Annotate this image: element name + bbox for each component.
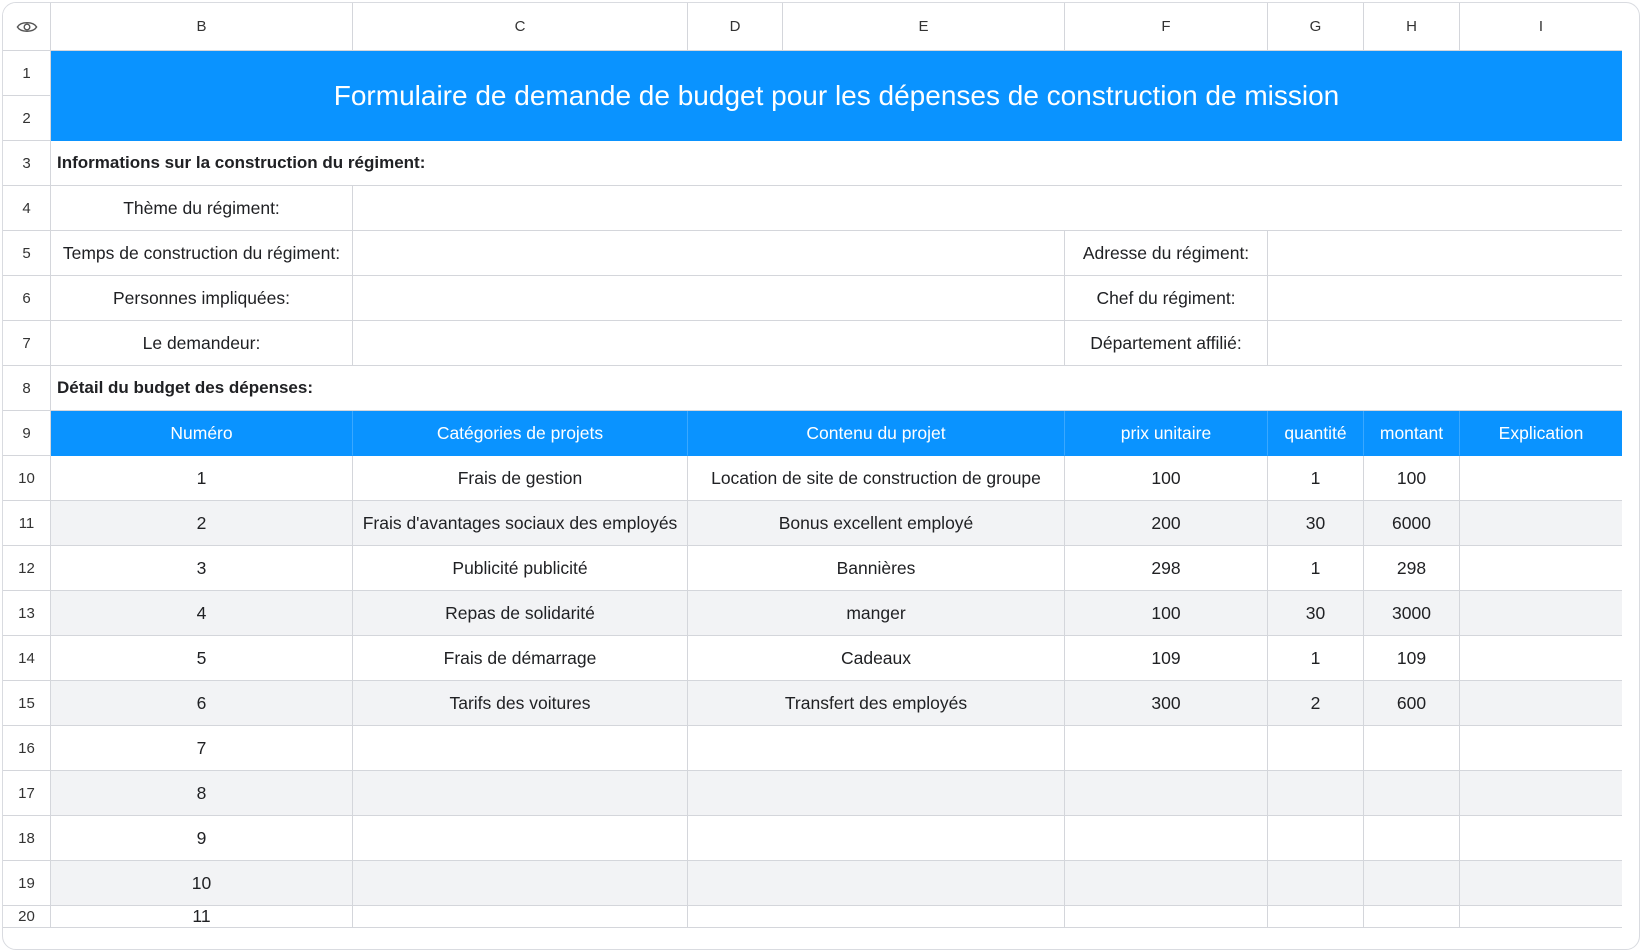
input-temps[interactable] xyxy=(353,231,1065,276)
cell-montant[interactable] xyxy=(1364,906,1460,928)
cell-categorie[interactable] xyxy=(353,816,688,861)
cell-explication[interactable] xyxy=(1460,636,1622,681)
input-adresse[interactable] xyxy=(1268,231,1622,276)
cell-contenu[interactable]: Location de site de construction de groupe xyxy=(688,456,1065,501)
cell-montant[interactable]: 3000 xyxy=(1364,591,1460,636)
cell-categorie[interactable]: Repas de solidarité xyxy=(353,591,688,636)
section-heading-info[interactable]: Informations sur la construction du régiment: xyxy=(51,141,1622,186)
table-header-categories[interactable]: Catégories de projets xyxy=(353,411,688,456)
cell-prix[interactable]: 109 xyxy=(1065,636,1268,681)
cell-quantite[interactable] xyxy=(1268,906,1364,928)
cell-categorie[interactable] xyxy=(353,726,688,771)
input-chef[interactable] xyxy=(1268,276,1622,321)
cell-explication[interactable] xyxy=(1460,726,1622,771)
column-header-i[interactable]: I xyxy=(1460,3,1622,51)
row-header[interactable]: 2 xyxy=(3,96,51,141)
table-header-quantite[interactable]: quantité xyxy=(1268,411,1364,456)
cell-contenu[interactable]: Bonus excellent employé xyxy=(688,501,1065,546)
cell-contenu[interactable] xyxy=(688,816,1065,861)
row-header[interactable]: 19 xyxy=(3,861,51,906)
row-header[interactable]: 17 xyxy=(3,771,51,816)
column-header-g[interactable]: G xyxy=(1268,3,1364,51)
label-personnes[interactable]: Personnes impliquées: xyxy=(51,276,353,321)
cell-explication[interactable] xyxy=(1460,816,1622,861)
column-header-e[interactable]: E xyxy=(783,3,1065,51)
row-header[interactable]: 20 xyxy=(3,906,51,928)
cell-contenu[interactable]: manger xyxy=(688,591,1065,636)
cell-prix[interactable]: 300 xyxy=(1065,681,1268,726)
cell-prix[interactable]: 298 xyxy=(1065,546,1268,591)
row-header[interactable]: 13 xyxy=(3,591,51,636)
cell-quantite[interactable] xyxy=(1268,861,1364,906)
cell-categorie[interactable]: Frais de démarrage xyxy=(353,636,688,681)
cell-numero[interactable]: 9 xyxy=(51,816,353,861)
cell-montant[interactable]: 109 xyxy=(1364,636,1460,681)
cell-numero[interactable]: 4 xyxy=(51,591,353,636)
cell-montant[interactable] xyxy=(1364,726,1460,771)
cell-categorie[interactable]: Frais de gestion xyxy=(353,456,688,501)
section-heading-budget[interactable]: Détail du budget des dépenses: xyxy=(51,366,1622,411)
cell-quantite[interactable]: 30 xyxy=(1268,591,1364,636)
row-header[interactable]: 5 xyxy=(3,231,51,276)
cell-categorie[interactable]: Publicité publicité xyxy=(353,546,688,591)
cell-prix[interactable]: 100 xyxy=(1065,456,1268,501)
cell-contenu[interactable] xyxy=(688,726,1065,771)
row-header[interactable]: 9 xyxy=(3,411,51,456)
label-temps[interactable]: Temps de construction du régiment: xyxy=(51,231,353,276)
visibility-toggle[interactable] xyxy=(3,3,51,51)
row-header[interactable]: 10 xyxy=(3,456,51,501)
label-departement[interactable]: Département affilié: xyxy=(1065,321,1268,366)
cell-numero[interactable]: 8 xyxy=(51,771,353,816)
cell-contenu[interactable]: Bannières xyxy=(688,546,1065,591)
cell-numero[interactable]: 7 xyxy=(51,726,353,771)
input-demandeur[interactable] xyxy=(353,321,1065,366)
row-header[interactable]: 15 xyxy=(3,681,51,726)
column-header-d[interactable]: D xyxy=(688,3,783,51)
cell-prix[interactable] xyxy=(1065,771,1268,816)
label-theme[interactable]: Thème du régiment: xyxy=(51,186,353,231)
cell-numero[interactable]: 6 xyxy=(51,681,353,726)
cell-numero[interactable]: 10 xyxy=(51,861,353,906)
cell-montant[interactable]: 298 xyxy=(1364,546,1460,591)
cell-quantite[interactable] xyxy=(1268,771,1364,816)
row-header[interactable]: 16 xyxy=(3,726,51,771)
cell-quantite[interactable]: 1 xyxy=(1268,546,1364,591)
table-header-numero[interactable]: Numéro xyxy=(51,411,353,456)
row-header[interactable]: 7 xyxy=(3,321,51,366)
cell-numero[interactable]: 1 xyxy=(51,456,353,501)
spreadsheet-grid xyxy=(3,3,1622,928)
eye-icon xyxy=(16,20,38,34)
cell-numero[interactable]: 2 xyxy=(51,501,353,546)
cell-contenu[interactable]: Transfert des employés xyxy=(688,681,1065,726)
cell-montant[interactable] xyxy=(1364,771,1460,816)
cell-montant[interactable]: 100 xyxy=(1364,456,1460,501)
cell-explication[interactable] xyxy=(1460,681,1622,726)
cell-explication[interactable] xyxy=(1460,906,1622,928)
row-header[interactable]: 6 xyxy=(3,276,51,321)
cell-quantite[interactable] xyxy=(1268,726,1364,771)
cell-montant[interactable]: 6000 xyxy=(1364,501,1460,546)
cell-categorie[interactable] xyxy=(353,861,688,906)
column-header-c[interactable]: C xyxy=(353,3,688,51)
form-title[interactable]: Formulaire de demande de budget pour les dépenses de construction de mission xyxy=(51,51,1622,141)
cell-contenu[interactable] xyxy=(688,906,1065,928)
column-header-f[interactable]: F xyxy=(1065,3,1268,51)
cell-contenu[interactable] xyxy=(688,861,1065,906)
row-header[interactable]: 11 xyxy=(3,501,51,546)
cell-categorie[interactable] xyxy=(353,906,688,928)
table-header-montant[interactable]: montant xyxy=(1364,411,1460,456)
cell-montant[interactable] xyxy=(1364,816,1460,861)
input-personnes[interactable] xyxy=(353,276,1065,321)
cell-explication[interactable] xyxy=(1460,501,1622,546)
cell-prix[interactable]: 200 xyxy=(1065,501,1268,546)
label-demandeur[interactable]: Le demandeur: xyxy=(51,321,353,366)
input-departement[interactable] xyxy=(1268,321,1622,366)
cell-montant[interactable] xyxy=(1364,861,1460,906)
spreadsheet-window xyxy=(2,2,1640,950)
cell-quantite[interactable]: 1 xyxy=(1268,456,1364,501)
cell-contenu[interactable] xyxy=(688,771,1065,816)
cell-numero[interactable]: 5 xyxy=(51,636,353,681)
cell-numero[interactable]: 3 xyxy=(51,546,353,591)
cell-explication[interactable] xyxy=(1460,456,1622,501)
label-adresse[interactable]: Adresse du régiment: xyxy=(1065,231,1268,276)
cell-prix[interactable] xyxy=(1065,726,1268,771)
cell-quantite[interactable] xyxy=(1268,816,1364,861)
row-header[interactable]: 14 xyxy=(3,636,51,681)
cell-quantite[interactable]: 1 xyxy=(1268,636,1364,681)
row-header[interactable]: 1 xyxy=(3,51,51,96)
cell-prix[interactable]: 100 xyxy=(1065,591,1268,636)
label-chef[interactable]: Chef du régiment: xyxy=(1065,276,1268,321)
cell-quantite[interactable]: 30 xyxy=(1268,501,1364,546)
cell-categorie[interactable]: Frais d'avantages sociaux des employés xyxy=(353,501,688,546)
row-header[interactable]: 4 xyxy=(3,186,51,231)
row-header[interactable]: 12 xyxy=(3,546,51,591)
cell-explication[interactable] xyxy=(1460,591,1622,636)
cell-numero[interactable]: 11 xyxy=(51,906,353,928)
cell-prix[interactable] xyxy=(1065,861,1268,906)
column-header-h[interactable]: H xyxy=(1364,3,1460,51)
cell-contenu[interactable]: Cadeaux xyxy=(688,636,1065,681)
cell-montant[interactable]: 600 xyxy=(1364,681,1460,726)
table-header-prix[interactable]: prix unitaire xyxy=(1065,411,1268,456)
cell-categorie[interactable]: Tarifs des voitures xyxy=(353,681,688,726)
cell-explication[interactable] xyxy=(1460,546,1622,591)
table-header-explication[interactable]: Explication xyxy=(1460,411,1622,456)
column-header-b[interactable]: B xyxy=(51,3,353,51)
cell-prix[interactable] xyxy=(1065,906,1268,928)
row-header[interactable]: 18 xyxy=(3,816,51,861)
row-header[interactable]: 3 xyxy=(3,141,51,186)
cell-quantite[interactable]: 2 xyxy=(1268,681,1364,726)
cell-categorie[interactable] xyxy=(353,771,688,816)
cell-explication[interactable] xyxy=(1460,771,1622,816)
cell-explication[interactable] xyxy=(1460,861,1622,906)
cell-prix[interactable] xyxy=(1065,816,1268,861)
input-theme[interactable] xyxy=(353,186,1622,231)
row-header[interactable]: 8 xyxy=(3,366,51,411)
table-header-contenu[interactable]: Contenu du projet xyxy=(688,411,1065,456)
